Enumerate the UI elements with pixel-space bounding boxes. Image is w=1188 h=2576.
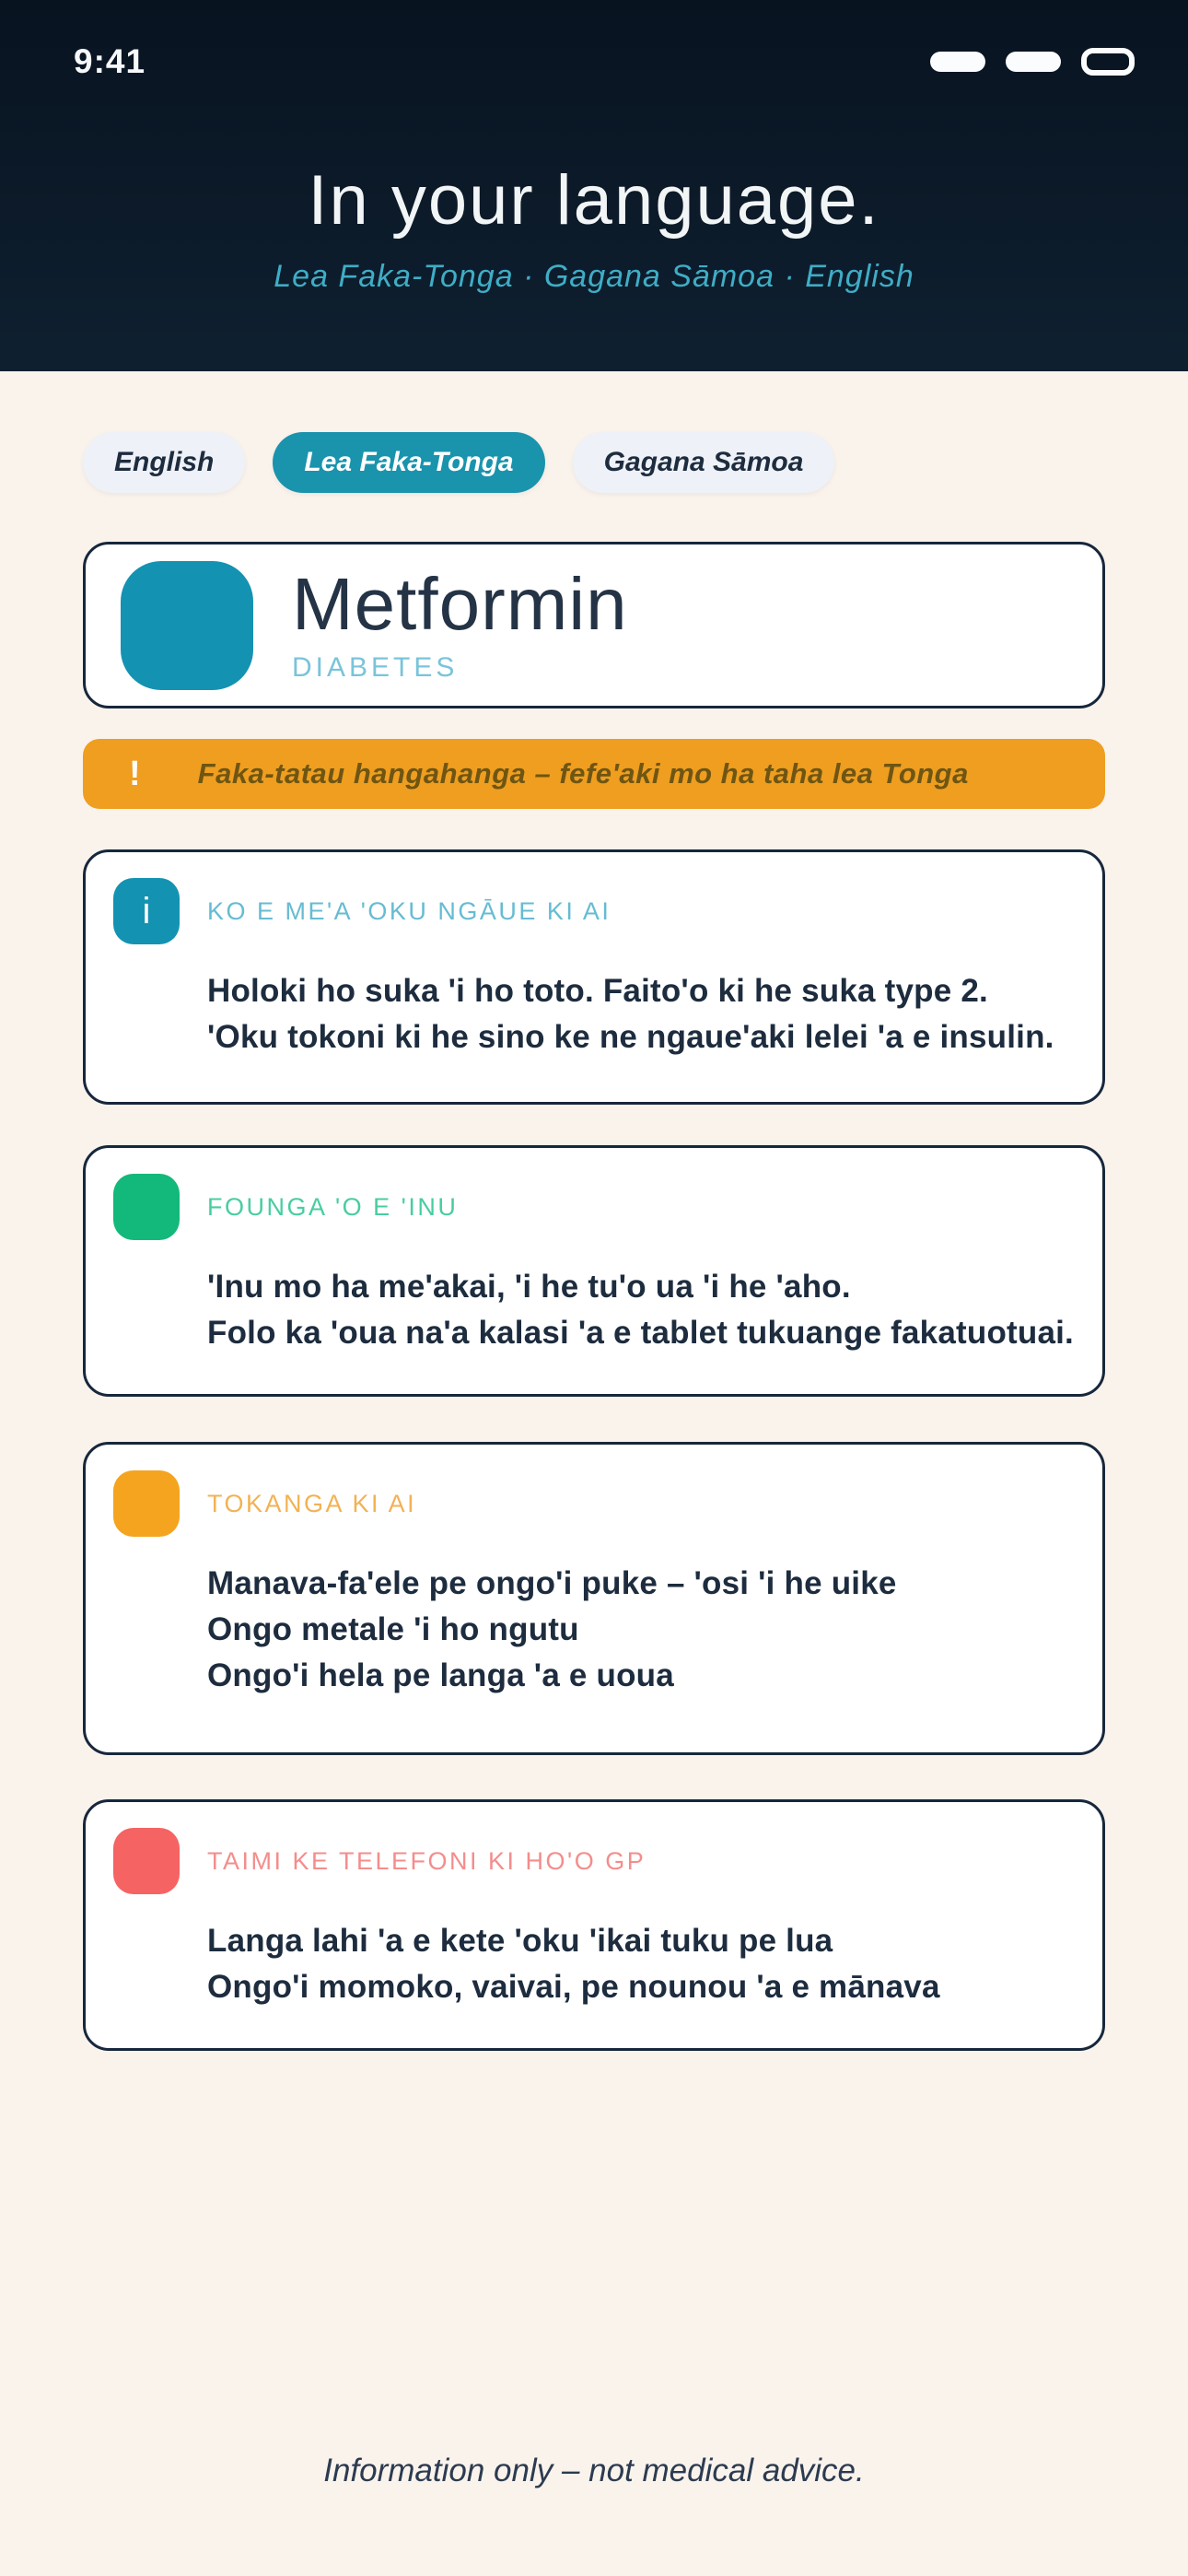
card-text-line: Ongo metale 'i ho ngutu (207, 1611, 579, 1647)
card-how-to-take (83, 1145, 1105, 1397)
medication-icon (121, 561, 253, 690)
card-call-gp (83, 1799, 1105, 2051)
tab-gagana-samoa[interactable]: Gagana Sāmoa (573, 432, 835, 493)
dose-icon (113, 1174, 180, 1240)
status-icons (930, 48, 1135, 76)
status-bar (0, 0, 1188, 81)
card-text-line: Folo ka 'oua na'a kalasi 'a e tablet tukuange fakatuotuai. (207, 1315, 1074, 1351)
card-header-row (113, 1470, 1075, 1537)
medication-card (83, 542, 1105, 708)
page-title: In your language. (308, 161, 880, 240)
info-icon: i (113, 878, 180, 944)
exclamation-icon: ! (129, 754, 141, 793)
card-text-line: Langa lahi 'a e kete 'oku 'ikai tuku pe lua (207, 1923, 833, 1959)
card-heading: TAIMI KE TELEFONI KI HO'O GP (207, 1846, 646, 1875)
card-watch-out (83, 1442, 1105, 1755)
card-body (207, 1561, 1075, 1699)
hero-header (0, 0, 1188, 371)
card-heading: FOUNGA 'O E 'INU (207, 1192, 459, 1221)
disclaimer-text: Information only – not medical advice. (323, 2453, 865, 2488)
card-header-row (113, 1828, 1075, 1894)
medication-name: Metformin (292, 562, 628, 645)
card-heading: TOKANGA KI AI (207, 1489, 417, 1517)
caution-icon (113, 1470, 180, 1537)
caution-banner (83, 739, 1105, 809)
card-body (207, 968, 1075, 1060)
card-text-line: Manava-fa'ele pe ongo'i puke – 'osi 'i he uike (207, 1565, 897, 1601)
medication-category: DIABETES (292, 651, 459, 683)
page-subtitle: Lea Faka-Tonga · Gagana Sāmoa · English (274, 259, 914, 294)
wifi-pill-icon (1006, 52, 1061, 72)
card-text-line: 'Oku tokoni ki he sino ke ne ngaue'aki lelei 'a e insulin. (207, 1019, 1054, 1055)
caution-banner-text: Faka-tatau hangahanga – fefe'aki mo ha taha lea Tonga (197, 757, 969, 790)
card-text-line: Holoki ho suka 'i ho toto. Faito'o ki he suka type 2. (207, 973, 988, 1009)
card-heading: KO E ME'A 'OKU NGĀUE KI AI (207, 896, 611, 925)
card-header-row (113, 878, 1075, 944)
card-text-line: Ongo'i momoko, vaivai, pe nounou 'a e mānava (207, 1969, 940, 2005)
signal-pill-icon (930, 52, 985, 72)
card-text-line: Ongo'i hela pe langa 'a e uoua (207, 1657, 674, 1693)
status-time: 9:41 (74, 42, 146, 80)
card-text-line: 'Inu mo ha me'akai, 'i he tu'o ua 'i he 'aho. (207, 1269, 851, 1305)
battery-icon (1081, 48, 1135, 76)
card-what-it-does (83, 849, 1105, 1105)
tab-lea-faka-tonga[interactable]: Lea Faka-Tonga (273, 432, 544, 493)
language-tabs (83, 432, 1105, 493)
tab-english[interactable]: English (83, 432, 245, 493)
card-body (207, 1918, 1075, 2010)
card-header-row (113, 1174, 1075, 1240)
medication-text (292, 562, 628, 684)
card-body (207, 1264, 1075, 1356)
content (0, 432, 1188, 2489)
phone-gp-icon (113, 1828, 180, 1894)
